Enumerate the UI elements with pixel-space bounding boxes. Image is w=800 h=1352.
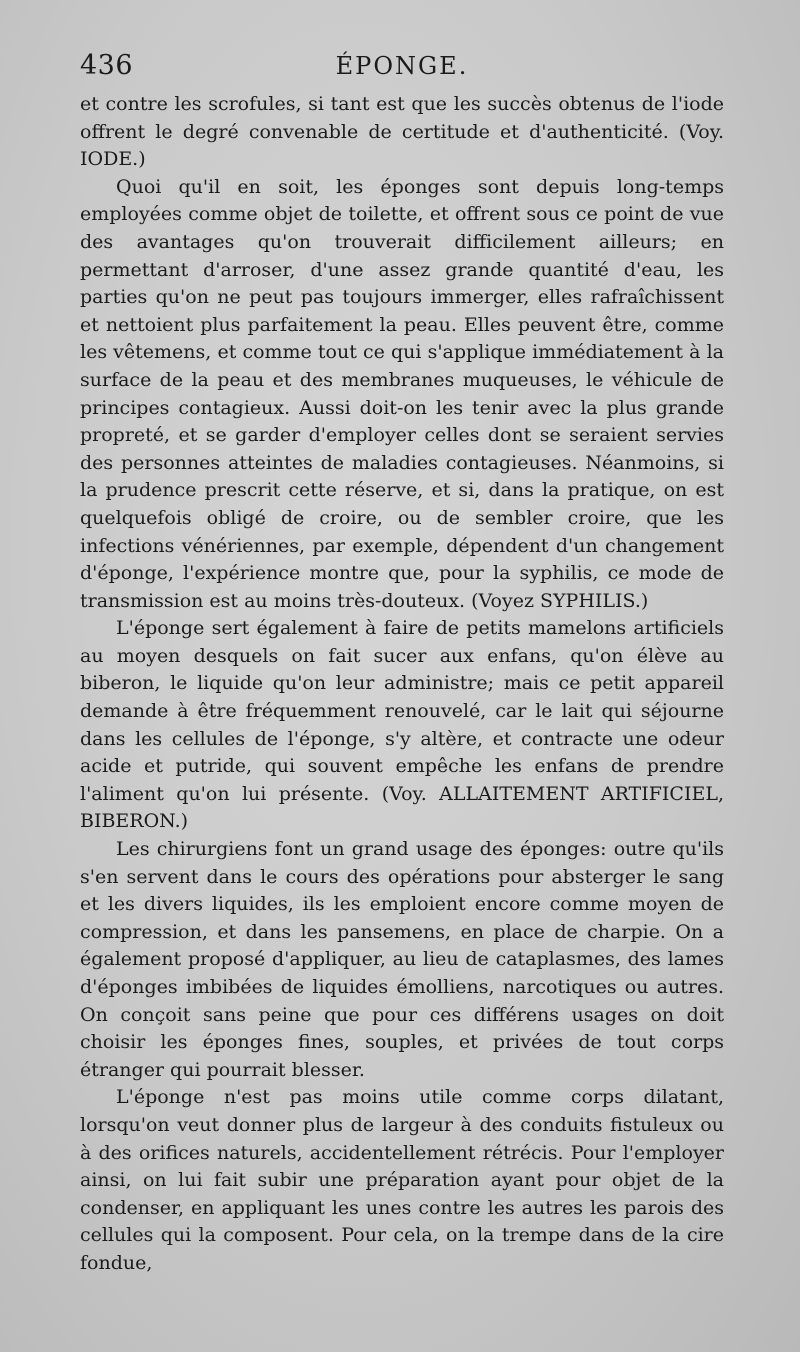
running-title: ÉPONGE. — [335, 52, 469, 80]
paragraph: Quoi qu'il en soit, les éponges sont depuis long-temps employées comme objet de toilette, et offrent sous ce point de vue des avantages qu'on trouverait difficilement ailleurs; en permettant d'arroser, d'une assez grande quantité d'eau, les parties qu'on ne peut pas toujours immerger, elles rafraîchissent et nettoient plus parfaitement la peau. Elles peuvent être, comme les vêtemens, et comme tout ce qui s'applique immédiatement à la surface de la peau et des membranes muqueuses, le véhicule de principes contagieux. Aussi doit-on les tenir avec la plus grande propreté, et se garder d'employer celles dont se seraient servies des personnes atteintes de maladies contagieuses. Néanmoins, si la prudence prescrit cette réserve, et si, dans la pratique, on est quelquefois obligé de croire, ou de sembler croire, que les infections vénériennes, par exemple, dépendent d'un changement d'éponge, l'expérience montre que, pour la syphilis, ce mode de transmission est au moins très-douteux. (Voyez SYPHILIS.) — [80, 175, 724, 612]
paragraph: L'éponge n'est pas moins utile comme corps dilatant, lorsqu'on veut donner plus de largeur à des conduits fistuleux ou à des orifices naturels, accidentellement rétrécis. Pour l'employer ainsi, on lui fait subir une préparation ayant pour objet de la condenser, en appliquant les unes contre les autres les parois des cellules qui la composent. Pour cela, on la trempe dans de la cire fondue, — [80, 1086, 724, 1274]
body-text — [80, 91, 724, 1278]
page-header — [80, 50, 724, 84]
paragraph: et contre les scrofules, si tant est que les succès obtenus de l'iode offrent le degré convenable de certitude et d'authenticité. (Voy. IODE.) — [80, 93, 724, 171]
paragraph: L'éponge sert également à faire de petits mamelons artificiels au moyen desquels on fait sucer aux enfans, qu'on élève au biberon, le liquide qu'on leur administre; mais ce petit appareil demande à être fréquemment renouvelé, car le lait qui séjourne dans les cellules de l'éponge, s'y altère, et contracte une odeur acide et putride, qui souvent empêche les enfans de prendre l'aliment qu'on lui présente. (Voy. ALLAITEMENT ARTIFICIEL, BIBERON.) — [80, 617, 724, 833]
paragraph: Les chirurgiens font un grand usage des éponges: outre qu'ils s'en servent dans le cours des opérations pour absterger le sang et les divers liquides, ils les emploient encore comme moyen de compression, et dans les pansemens, en place de charpie. On a également proposé d'appliquer, au lieu de cataplasmes, des lames d'éponges imbibées de liquides émolliens, narcotiques ou autres. On conçoit sans peine que pour ces différens usages on doit choisir les éponges fines, souples, et privées de tout corps étranger qui pourrait blesser. — [80, 838, 724, 1081]
page-number: 436 — [80, 50, 134, 81]
